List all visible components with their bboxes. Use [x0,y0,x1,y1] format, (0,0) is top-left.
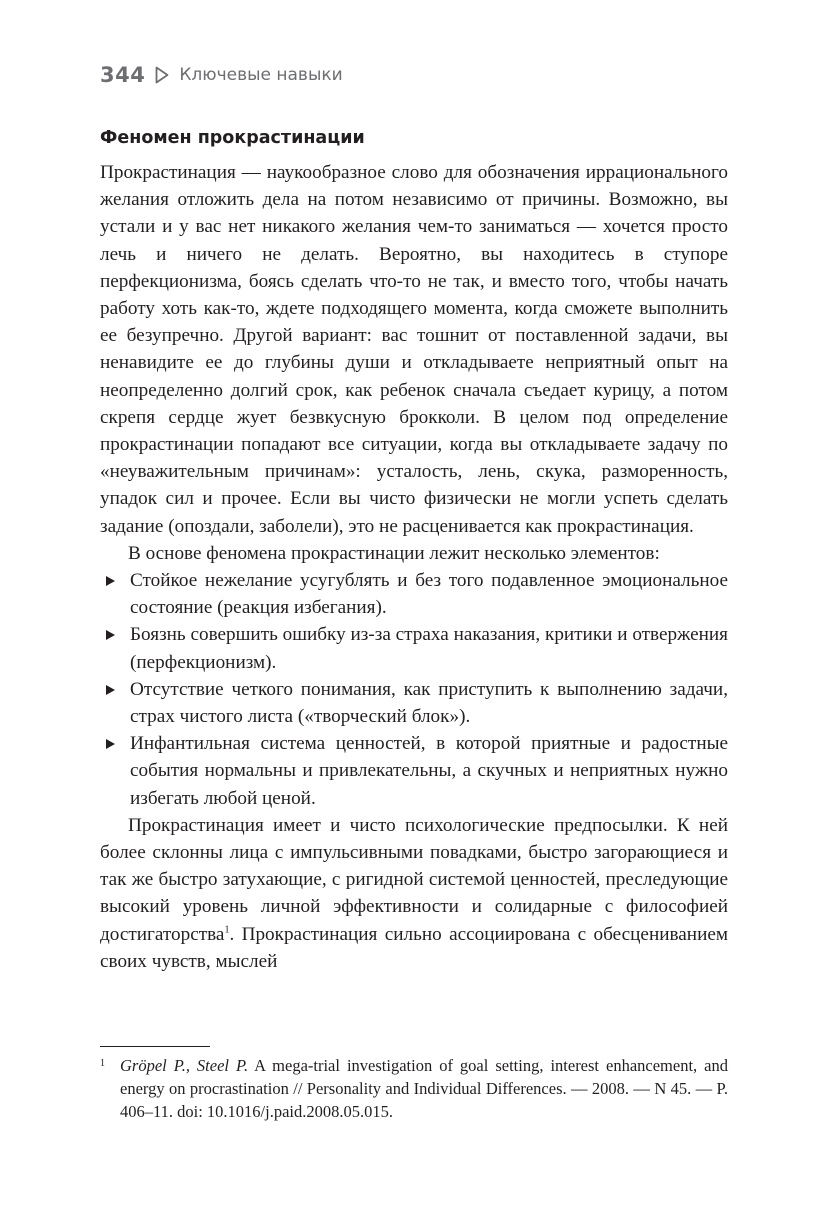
elements-list [100,567,728,812]
list-item [100,567,728,621]
list-item [100,676,728,730]
list-item-text: Боязнь совершить ошибку из-за страха наказания, критики и отвержения (перфекционизм). [130,624,728,673]
running-head-title: Ключевые навыки [179,65,343,85]
paragraph-psychological [100,812,728,975]
triangle-outline-icon [155,66,169,84]
section-heading: Феномен прокрастинации [100,128,365,148]
footnote [100,1054,728,1123]
footnote-authors: Gröpel P., Steel P. [120,1056,249,1075]
footnote-text [100,1054,728,1123]
bullet-triangle-icon [106,630,115,640]
list-item [100,621,728,675]
paragraph-text: Прокрастинация имеет и чисто психологические предпосылки. К ней более склонны лица с импульсивными повадками, быстро загорающиеся и так же быстро затухающие, с ригидной системой ценностей, преследующие высокий уровень личной эффективности и солидарные с философией достигаторства [100,814,728,945]
paragraph-text-continued: . Прокрастинация сильно ассоциирована с обесцениванием своих чувств, мыслей [100,923,728,972]
bullet-triangle-icon [106,685,115,695]
list-item-text: Инфантильная система ценностей, в которой приятные и радостные события нормальны и привлекательны, а скучных и неприятных нужно избегать любой ценой. [130,733,728,809]
list-item-text: Стойкое нежелание усугублять и без того подавленное эмоциональное состояние (реакция избегания). [130,570,728,619]
footnote-divider [100,1046,210,1047]
list-item [100,730,728,812]
footnote-reference[interactable]: 1 [224,924,230,936]
body-text [100,159,728,975]
page-number: 344 [100,63,146,87]
paragraph-definition: Прокрастинация — наукообразное слово для обозначения иррационального желания отложить дела на потом независимо от причины. Возможно, вы устали и у вас нет никакого желания чем-то заниматься — хочется просто лечь и ничего не делать. Вероятно, вы находитесь в ступоре перфекционизма, боясь сделать что-то не так, и вместо того, чтобы начать работу хоть как-то, ждете подходящего момента, когда сможете выполнить ее безупречно. Другой вариант: вас тошнит от поставленной задачи, вы ненавидите ее до глубины души и откладываете неприятный опыт на неопределенно долгий срок, как ребенок сначала съедает курицу, а потом скрепя сердце жует безвкусную брокколи. В целом под определение прокрастинации попадают все ситуации, когда вы откладываете задачу по «неуважительным причинам»: усталость, лень, скука, разморенность, упадок сил и прочее. Если вы чисто физически не могли успеть сделать задание (опоздали, заболели), это не расценивается как прокрастинация. [100,162,728,537]
list-item-text: Отсутствие четкого понимания, как приступить к выполнению задачи, страх чистого листа («творческий блок»). [130,678,728,728]
footnote-mark: 1 [100,1058,105,1069]
running-head [100,60,343,90]
bullet-triangle-icon [106,739,115,749]
paragraph-elements-intro: В основе феномена прокрастинации лежит несколько элементов: [128,542,660,564]
footnote-citation: A mega-trial investigation of goal setting, interest enhancement, and energy on procrastination // Personality and Individual Differences. — 2008. — N 45. — P. 406–11. doi: 10.1016/j.paid.2008.05.015. [120,1056,728,1121]
bullet-triangle-icon [106,576,115,586]
